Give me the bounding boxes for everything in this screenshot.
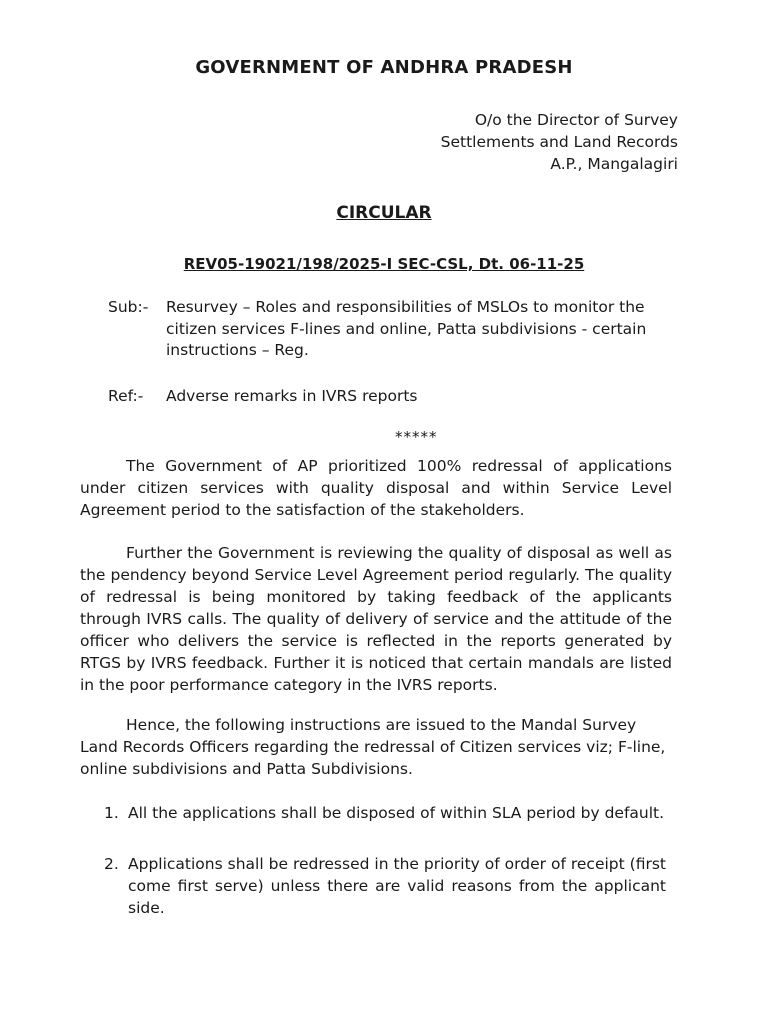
instruction-item <box>104 853 666 919</box>
office-line: Settlements and Land Records <box>440 133 678 151</box>
office-line: O/o the Director of Survey <box>474 111 678 129</box>
subject-text: Resurvey – Roles and responsibilities of MSLOs to monitor the citizen services F-lines and online, Patta subdivisions - certain instructions – Reg. <box>166 298 647 359</box>
paragraph: Hence, the following instructions are issued to the Mandal Survey Land Records Officers regarding the redressal of Citizen services viz; F-line, online subdivisions and Patta Subdivisions. <box>80 716 666 778</box>
circular-reference-number: REV05-19021/198/2025-I SEC-CSL, Dt. 06-11-25 <box>183 255 585 273</box>
office-line: A.P., Mangalagiri <box>550 155 678 173</box>
reference-text: Adverse remarks in IVRS reports <box>166 387 418 405</box>
reference-row <box>108 386 686 408</box>
instruction-text: Applications shall be redressed in the priority of order of receipt (first come first serve) unless there are valid reasons from the applicant side. <box>128 855 666 917</box>
instruction-number: 2. <box>104 855 119 873</box>
paragraph: Further the Government is reviewing the quality of disposal as well as the pendency beyond Service Level Agreement period regularly. The quality of redressal is being monitored by taking feedback of the applicants through IVRS calls. The quality of delivery of service and the attitude of the officer who delivers the service is reflected in the reports generated by RTGS by IVRS feedback. Further it is noticed that certain mandals are listed in the poor performance category in the IVRS reports. <box>80 544 672 694</box>
subject-label: Sub:- <box>108 298 149 316</box>
instruction-number: 1. <box>104 804 119 822</box>
government-heading: GOVERNMENT OF ANDHRA PRADESH <box>195 57 573 78</box>
separator-stars: ***** <box>395 428 438 446</box>
paragraph: The Government of AP prioritized 100% redressal of applications under citizen services with quality disposal and within Service Level Agreement period to the satisfaction of the stakeholders. <box>80 457 672 519</box>
office-address <box>441 109 678 175</box>
instruction-text: All the applications shall be disposed of within SLA period by default. <box>128 804 665 822</box>
subject-row <box>108 297 686 362</box>
reference-label: Ref:- <box>108 387 144 405</box>
circular-title: CIRCULAR <box>336 203 432 223</box>
instruction-item <box>104 802 666 824</box>
